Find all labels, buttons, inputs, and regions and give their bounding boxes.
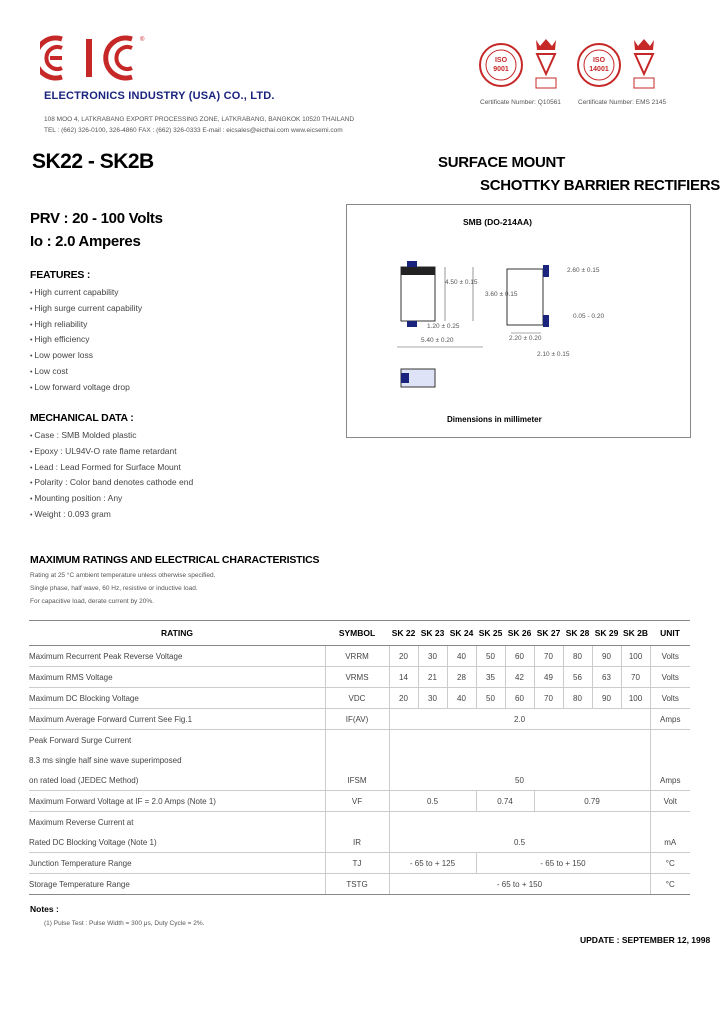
value-cell: 28 bbox=[447, 667, 476, 688]
value-cell: 50 bbox=[476, 646, 505, 667]
symbol-cell: IFSM bbox=[325, 770, 389, 791]
value-cell: 90 bbox=[592, 646, 621, 667]
value-cell: 90 bbox=[592, 688, 621, 709]
unit-cell: mA bbox=[650, 832, 690, 853]
table-row bbox=[29, 709, 690, 730]
svg-text:9001: 9001 bbox=[493, 66, 509, 73]
column-header: SK 23 bbox=[418, 621, 447, 646]
iso9001-seal-icon bbox=[478, 38, 524, 92]
value-cell: 49 bbox=[534, 667, 563, 688]
value-cell: 70 bbox=[621, 667, 650, 688]
value-cell: 60 bbox=[505, 646, 534, 667]
eic-logo bbox=[40, 33, 150, 83]
svg-text:14001: 14001 bbox=[589, 66, 609, 73]
value-cell: - 65 to + 150 bbox=[389, 874, 650, 895]
unit-cell: Volts bbox=[650, 688, 690, 709]
subtitle-line2: SCHOTTKY BARRIER RECTIFIERS bbox=[480, 177, 720, 194]
table-row bbox=[29, 812, 690, 833]
ratings-note: For capacitive load, derate current by 20%. bbox=[30, 598, 154, 605]
list-item: • Low cost bbox=[30, 364, 142, 380]
notes-item: (1) Pulse Test : Pulse Width = 300 μs, Duty Cycle = 2%. bbox=[44, 920, 205, 927]
value-cell: 20 bbox=[389, 646, 418, 667]
value-cell: 20 bbox=[389, 688, 418, 709]
rating-cell: 8.3 ms single half sine wave superimposed bbox=[29, 755, 182, 765]
column-header: RATING bbox=[29, 621, 325, 646]
list-item: • Low power loss bbox=[30, 348, 142, 364]
company-name: ELECTRONICS INDUSTRY (USA) CO., LTD. bbox=[44, 90, 275, 102]
value-cell: 30 bbox=[418, 646, 447, 667]
iso14001-seal-icon bbox=[576, 38, 622, 92]
table-row bbox=[29, 646, 690, 667]
table-row bbox=[29, 688, 690, 709]
value-cell: 50 bbox=[389, 770, 650, 791]
table-row bbox=[29, 770, 690, 791]
value-cell: 60 bbox=[505, 688, 534, 709]
column-header: SK 26 bbox=[505, 621, 534, 646]
symbol-cell: IF(AV) bbox=[325, 709, 389, 730]
svg-text:®: ® bbox=[140, 37, 145, 43]
dim-label: 2.20 ± 0.20 bbox=[509, 335, 542, 342]
symbol-cell: TJ bbox=[325, 853, 389, 874]
value-cell: 80 bbox=[563, 646, 592, 667]
value-cell: - 65 to + 150 bbox=[476, 853, 650, 874]
rating-cell: Storage Temperature Range bbox=[29, 874, 325, 895]
ratings-heading: MAXIMUM RATINGS AND ELECTRICAL CHARACTERISTICS bbox=[30, 554, 320, 566]
rating-cell: Maximum Recurrent Peak Reverse Voltage bbox=[29, 646, 325, 667]
company-address: 108 MOO 4, LATKRABANG EXPORT PROCESSING ZONE, LATKRABANG, BANGKOK 10520 THAILAND bbox=[44, 116, 355, 123]
list-item: • Low forward voltage drop bbox=[30, 380, 142, 396]
column-header: SK 28 bbox=[563, 621, 592, 646]
dim-label: 2.60 ± 0.15 bbox=[567, 267, 600, 274]
cert-number-right: Certificate Number: EMS 2145 bbox=[578, 99, 667, 106]
rating-cell: Maximum DC Blocking Voltage bbox=[29, 688, 325, 709]
dim-label: 0.05 - 0.20 bbox=[573, 313, 605, 320]
rating-cell: Maximum Average Forward Current See Fig.1 bbox=[29, 709, 325, 730]
symbol-cell: IR bbox=[325, 832, 389, 853]
value-cell: 0.5 bbox=[389, 832, 650, 853]
symbol-cell: VRMS bbox=[325, 667, 389, 688]
list-item: • Polarity : Color band denotes cathode end bbox=[30, 475, 193, 491]
dim-label: 1.20 ± 0.25 bbox=[427, 323, 460, 330]
ratings-table bbox=[29, 620, 690, 895]
symbol-cell: VDC bbox=[325, 688, 389, 709]
svg-text:ISO: ISO bbox=[494, 57, 508, 64]
rating-cell: Rated DC Blocking Voltage (Note 1) bbox=[29, 832, 325, 853]
symbol-cell: TSTG bbox=[325, 874, 389, 895]
svg-text:ISO: ISO bbox=[592, 57, 606, 64]
table-row bbox=[29, 874, 690, 895]
cathode-band bbox=[401, 267, 435, 275]
value-cell: 56 bbox=[563, 667, 592, 688]
features-list bbox=[30, 285, 142, 396]
symbol-cell: VF bbox=[325, 791, 389, 812]
rating-cell: Maximum Forward Voltage at IF = 2.0 Amps (Note 1) bbox=[29, 791, 325, 812]
rating-cell: on rated load (JEDEC Method) bbox=[29, 770, 325, 791]
value-cell: 50 bbox=[476, 688, 505, 709]
value-cell: 70 bbox=[534, 646, 563, 667]
package-diagram bbox=[346, 204, 691, 438]
value-cell: 100 bbox=[621, 688, 650, 709]
ratings-note: Rating at 25 °C ambient temperature unless otherwise specified. bbox=[30, 572, 216, 579]
package-name: SMB (DO-214AA) bbox=[463, 217, 532, 227]
value-cell: 70 bbox=[534, 688, 563, 709]
value-cell: 30 bbox=[418, 688, 447, 709]
value-cell: 40 bbox=[447, 688, 476, 709]
page-title: SK22 - SK2B bbox=[32, 150, 154, 173]
unit-cell: °C bbox=[650, 853, 690, 874]
value-cell: 0.74 bbox=[476, 791, 534, 812]
value-cell: 42 bbox=[505, 667, 534, 688]
list-item: • Lead : Lead Formed for Surface Mount bbox=[30, 460, 193, 476]
update-date: UPDATE : SEPTEMBER 12, 1998 bbox=[580, 935, 711, 945]
unit-cell: Volts bbox=[650, 646, 690, 667]
table-row bbox=[29, 730, 690, 751]
value-cell: 80 bbox=[563, 688, 592, 709]
ukas-crown-icon bbox=[530, 36, 562, 96]
value-cell: 2.0 bbox=[389, 709, 650, 730]
mechanical-list bbox=[30, 428, 193, 523]
dim-label: 3.60 ± 0.15 bbox=[485, 291, 518, 298]
list-item: • Case : SMB Molded plastic bbox=[30, 428, 193, 444]
notes-heading: Notes : bbox=[30, 904, 59, 914]
table-row bbox=[29, 667, 690, 688]
unit-cell: Amps bbox=[650, 770, 690, 791]
dim-label: 4.50 ± 0.15 bbox=[445, 279, 478, 286]
dim-label: 5.40 ± 0.20 bbox=[421, 337, 454, 344]
value-cell: 40 bbox=[447, 646, 476, 667]
rating-cell: Maximum Reverse Current at bbox=[29, 817, 134, 827]
table-row bbox=[29, 791, 690, 812]
column-header: SYMBOL bbox=[325, 621, 389, 646]
value-cell: 14 bbox=[389, 667, 418, 688]
column-header: UNIT bbox=[650, 621, 690, 646]
list-item: • Weight : 0.093 gram bbox=[30, 507, 193, 523]
rating-cell: Maximum RMS Voltage bbox=[29, 667, 325, 688]
table-row bbox=[29, 750, 690, 770]
table-header-row bbox=[29, 621, 690, 646]
table-row bbox=[29, 832, 690, 853]
list-item: • High surge current capability bbox=[30, 301, 142, 317]
company-contact: TEL : (662) 326-0100, 326-4860 FAX : (662) 326-0333 E-mail : eicsales@eicthai.com www.eicsemi.com bbox=[44, 127, 343, 134]
value-cell: 100 bbox=[621, 646, 650, 667]
list-item: • High current capability bbox=[30, 285, 142, 301]
diagram-caption: Dimensions in millimeter bbox=[447, 415, 542, 424]
cert-number-left: Certificate Number: Q10561 bbox=[480, 99, 561, 106]
column-header: SK 22 bbox=[389, 621, 418, 646]
column-header: SK 27 bbox=[534, 621, 563, 646]
rating-cell: Junction Temperature Range bbox=[29, 853, 325, 874]
value-cell: 0.5 bbox=[389, 791, 476, 812]
value-cell: 35 bbox=[476, 667, 505, 688]
column-header: SK 29 bbox=[592, 621, 621, 646]
column-header: SK 25 bbox=[476, 621, 505, 646]
package-outline bbox=[387, 245, 647, 395]
list-item: • High efficiency bbox=[30, 332, 142, 348]
subtitle-line1: SURFACE MOUNT bbox=[438, 154, 565, 171]
dim-label: 2.10 ± 0.15 bbox=[537, 351, 570, 358]
unit-cell: °C bbox=[650, 874, 690, 895]
rating-cell: Peak Forward Surge Current bbox=[29, 735, 132, 745]
mechanical-heading: MECHANICAL DATA : bbox=[30, 412, 134, 424]
column-header: SK 24 bbox=[447, 621, 476, 646]
ukas-crown-icon-2 bbox=[628, 36, 660, 96]
value-cell: 21 bbox=[418, 667, 447, 688]
table-row bbox=[29, 853, 690, 874]
value-cell: 63 bbox=[592, 667, 621, 688]
list-item: • Epoxy : UL94V-O rate flame retardant bbox=[30, 444, 193, 460]
unit-cell: Volts bbox=[650, 667, 690, 688]
unit-cell: Volt bbox=[650, 791, 690, 812]
features-heading: FEATURES : bbox=[30, 269, 91, 281]
list-item: • High reliability bbox=[30, 317, 142, 333]
value-cell: - 65 to + 125 bbox=[389, 853, 476, 874]
value-cell: 0.79 bbox=[534, 791, 650, 812]
list-item: • Mounting position : Any bbox=[30, 491, 193, 507]
symbol-cell: VRRM bbox=[325, 646, 389, 667]
unit-cell: Amps bbox=[650, 709, 690, 730]
ratings-note: Single phase, half wave, 60 Hz, resistive or inductive load. bbox=[30, 585, 198, 592]
column-header: SK 2B bbox=[621, 621, 650, 646]
prv-spec: PRV : 20 - 100 Volts bbox=[30, 210, 163, 227]
io-spec: Io : 2.0 Amperes bbox=[30, 233, 141, 250]
